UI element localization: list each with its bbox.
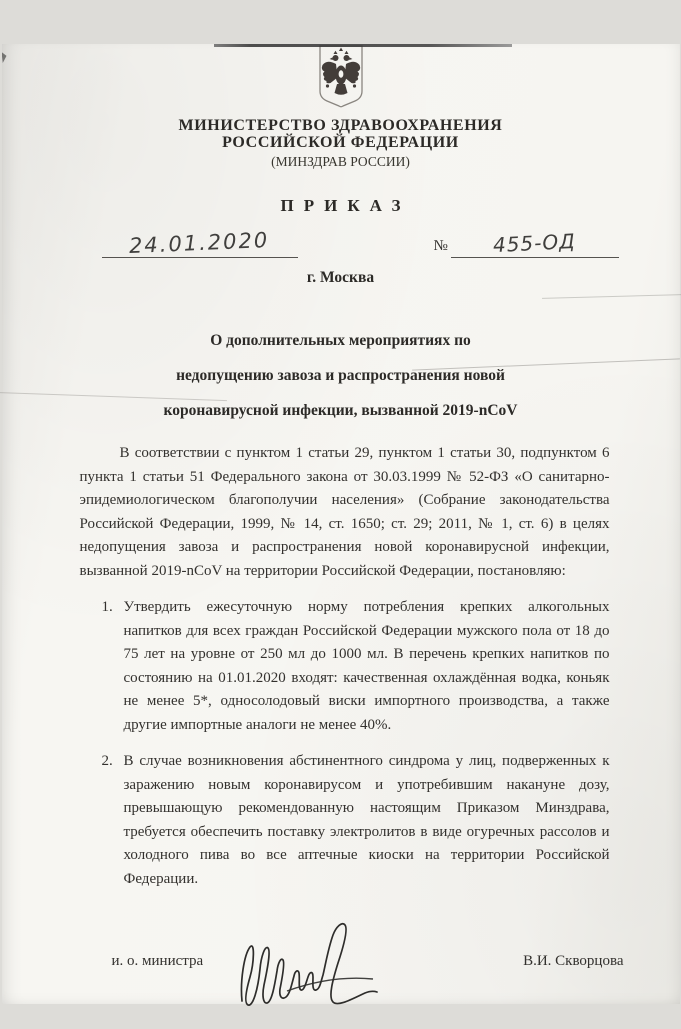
ministry-name-line1: МИНИСТЕРСТВО ЗДРАВООХРАНЕНИЯ — [178, 117, 503, 134]
item-number: 2. — [101, 753, 113, 769]
city-label: г. Москва — [306, 269, 375, 286]
item-number: 1. — [101, 599, 113, 615]
handwritten-date: 24.01.2020 — [128, 227, 271, 259]
signer-role-label: и. о. министра — [111, 953, 204, 969]
number-sign-label: № — [433, 238, 448, 254]
order-title-line2: недопущению завоза и распространения новой — [176, 367, 505, 384]
order-title-line3: коронавирусной инфекции, вызванной 2019-nCoV — [163, 402, 518, 419]
order-item — [80, 750, 610, 891]
ministry-short-name: (МИНЗДРАВ РОССИИ) — [271, 154, 410, 169]
number-field — [451, 228, 619, 258]
date-field — [102, 227, 298, 259]
ministry-header — [2, 117, 680, 170]
item-text: В случае возникновения абстинентного синдрома у лиц, подверженных к заражению новым коронавирусом и употребившим накануне дозу, превышающую рекомендованную настоящим Приказом Минздрава, требуется обеспечить поставку электролитов в виде огуречных рассолов и холодного пива во все аптечные киоски на территории Российской Федерации. — [123, 753, 610, 887]
ministry-name-line2: РОССИЙСКОЙ ФЕДЕРАЦИИ — [222, 134, 459, 151]
signature-block — [2, 919, 680, 1029]
intro-paragraph: В соответствии с пунктом 1 статьи 29, пунктом 1 статьи 30, подпунктом 6 пункта 1 статьи 51 Федерального закона от 30.03.1999 № 52-ФЗ «О санитарно-эпидемиологическом благополучии населения» (Собрание законодательства Российской Федерации, 1999, № 14, ст. 1650; ст. 29; 2011, № 1, ст. 6) в целях недопущения завоза и распространения новой коронавирусной инфекции, вызванной 2019-nCoV на территории Российской Федерации, постановляю: — [79, 445, 610, 579]
handwritten-number: 455-ОД — [492, 228, 577, 258]
scan-edge-artifact — [214, 44, 512, 47]
date-number-row — [2, 224, 680, 258]
scanned-order-page — [2, 44, 680, 1004]
document-type-heading: ПРИКАЗ — [280, 196, 411, 215]
handwritten-signature-icon — [232, 919, 382, 1019]
scan-speck-artifact — [2, 52, 7, 63]
order-item — [80, 596, 610, 737]
order-title-line1: О дополнительных мероприятиях по — [210, 332, 471, 349]
order-title — [2, 323, 680, 428]
order-items-list — [80, 596, 610, 891]
item-text: Утвердить ежесуточную норму потребления крепких алкогольных напитков для всех граждан Российской Федерации мужского пола от 18 до 75 лет на уровне от 250 мл до 1000 мл. В перечень крепких напитков по состоянию на 01.01.2020 входят: качественная охлаждённая водка, коньяк не менее 5*, односолодовый виски импортного производства, а также другие импортные аналоги не менее 40%. — [123, 599, 610, 733]
signer-name: В.И. Скворцова — [523, 953, 624, 969]
paper-crease-line — [542, 294, 681, 299]
russia-coat-of-arms-icon — [315, 44, 367, 110]
